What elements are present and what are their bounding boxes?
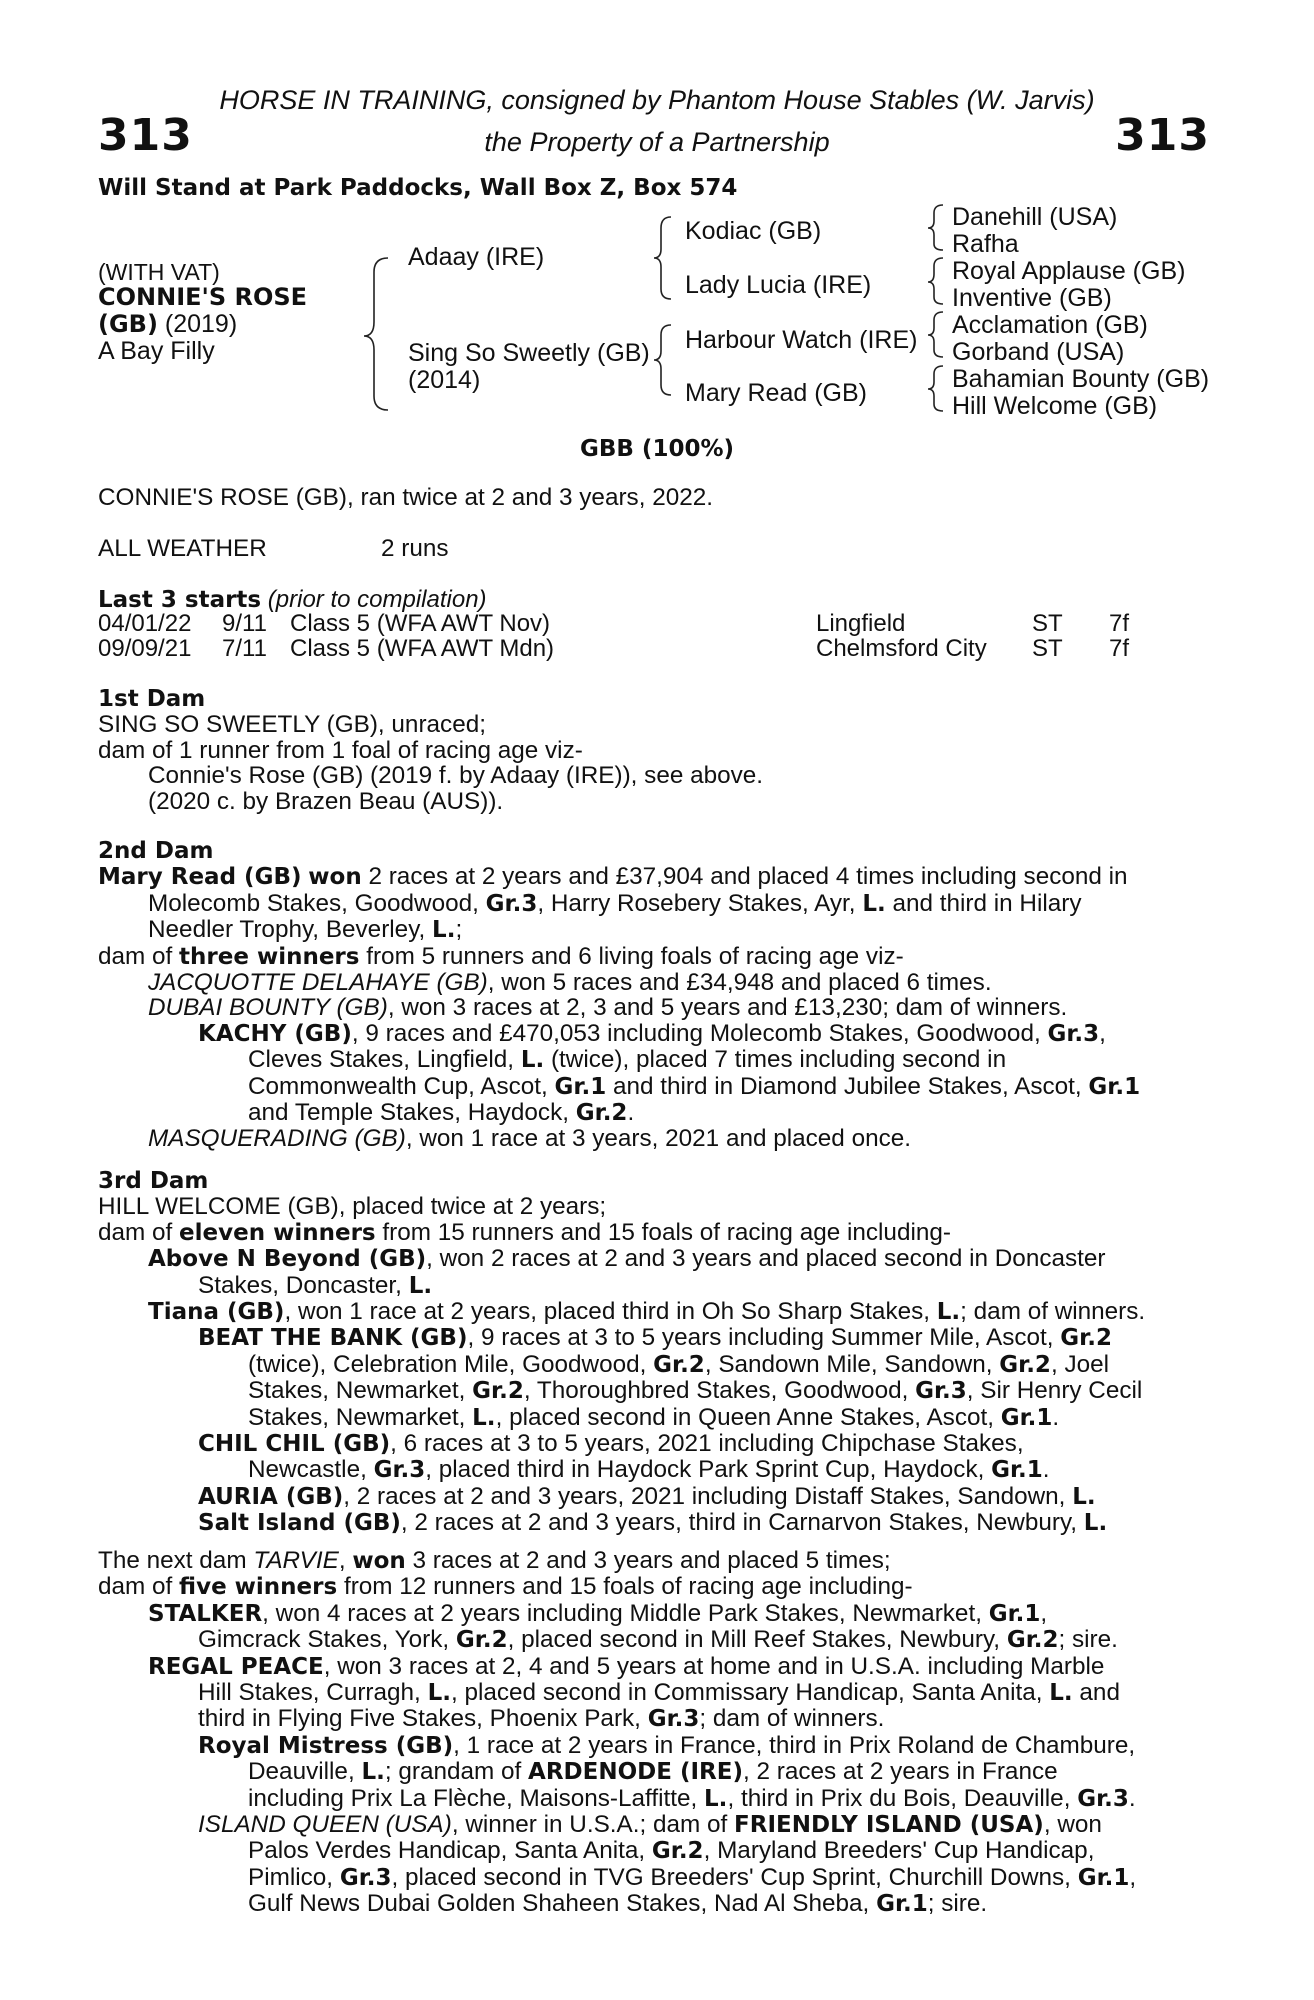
won-bold: won <box>308 864 362 891</box>
text-line <box>98 995 1194 1020</box>
text: , 2 races at 2 years in France <box>742 1758 1058 1786</box>
listed-bold: L. <box>1049 1680 1073 1707</box>
first-dam-section <box>98 686 1194 814</box>
text-line <box>98 1759 1194 1785</box>
text-line <box>98 1865 1194 1891</box>
text: Palos Verdes Handicap, Santa Anita, <box>248 1837 652 1865</box>
first-dam-line: dam of 1 runner from 1 foal of racing age viz- <box>98 736 583 764</box>
text: Gulf News Dubai Golden Shaheen Stakes, Nad Al Sheba, <box>248 1890 877 1918</box>
listed-bold: L. <box>1072 1483 1096 1510</box>
sire-name: Adaay (IRE) <box>408 243 545 271</box>
text-line <box>98 1074 1194 1100</box>
ownership-line: the Property of a Partnership <box>484 127 830 157</box>
text: Stakes, Newmarket, <box>248 1377 473 1405</box>
text: from 5 runners and 6 living foals of racing age viz- <box>359 942 904 970</box>
start-going: ST <box>1032 635 1063 663</box>
listed-bold: L. <box>936 1299 961 1326</box>
text: , Sandown Mile, Sandown, <box>704 1350 1000 1378</box>
text-line <box>98 1405 1194 1431</box>
dam-year: (2014) <box>408 366 481 394</box>
horse-description: A Bay Filly <box>98 337 215 365</box>
text: and third in Diamond Jubilee Stakes, Ascot, <box>606 1072 1089 1100</box>
listed-bold: L. <box>472 1404 496 1431</box>
grade-bold: Gr.3 <box>1077 1785 1129 1812</box>
grade-bold: Gr.3 <box>915 1378 967 1405</box>
start-race: Class 5 (WFA AWT Mdn) <box>290 635 555 663</box>
harbour-watch-brace <box>928 312 943 357</box>
listed-bold: L. <box>1083 1510 1108 1537</box>
start-course: Lingfield <box>816 610 906 637</box>
grade-bold: Gr.3 <box>1047 1020 1100 1047</box>
grade-bold: Gr.2 <box>651 1838 704 1865</box>
text-line <box>98 1100 1194 1126</box>
text-line: HILL WELCOME (GB), placed twice at 2 years; <box>98 1193 607 1221</box>
start-row <box>98 611 1198 636</box>
text: and <box>1072 1679 1120 1707</box>
text: , won 2 races at 2 and 3 years and placed second in Doncaster <box>426 1245 1106 1273</box>
grade-bold: Gr.2 <box>999 1351 1051 1378</box>
grade-bold: Gr.2 <box>1060 1325 1112 1352</box>
text: dam of <box>98 942 180 970</box>
text: Needler Trophy, Beverley, <box>148 916 433 944</box>
lot-number-right: 313 <box>1115 110 1210 161</box>
text: , won 1 race at 3 years, 2021 and placed once. <box>405 1125 912 1153</box>
race-record-summary: CONNIE'S ROSE (GB), ran twice at 2 and 3 years, 2022. <box>98 484 714 511</box>
text-line <box>98 1733 1194 1759</box>
dd-sire: Bahamian Bounty (GB) <box>952 365 1210 393</box>
kodiac-brace <box>928 205 943 250</box>
text: Cleves Stakes, Lingfield, <box>248 1046 521 1074</box>
text: , won 3 races at 2, 4 and 5 years at home and in U.S.A. including Marble <box>323 1652 1105 1680</box>
text-line <box>98 1601 1194 1627</box>
grade-bold: Gr.1 <box>1077 1864 1130 1891</box>
grade-bold: Gr.2 <box>1006 1627 1059 1654</box>
mary-read-brace <box>928 366 943 411</box>
winners-bold: eleven winners <box>179 1219 376 1246</box>
justified-line <box>98 891 1194 917</box>
text-line <box>98 1786 1194 1812</box>
sire-sire: Kodiac (GB) <box>685 217 822 245</box>
text-line <box>98 1352 1194 1378</box>
listed-bold: L. <box>427 1680 451 1707</box>
horse-name-bold: Salt Island (GB) <box>198 1510 401 1537</box>
text-line <box>98 1548 1194 1574</box>
third-dam-title: 3rd Dam <box>98 1168 209 1194</box>
text: Gimcrack Stakes, York, <box>198 1626 456 1654</box>
grade-bold: Gr.3 <box>485 890 538 917</box>
text: Commonwealth Cup, Ascot, <box>248 1072 555 1100</box>
text: , <box>338 1547 353 1574</box>
text: Stakes, Newmarket, <box>248 1403 473 1431</box>
listed-bold: L. <box>520 1047 545 1074</box>
text: dam of <box>98 1573 180 1601</box>
horse-name-bold: CHIL CHIL (GB) <box>198 1431 391 1458</box>
text <box>148 891 1082 917</box>
text: Molecomb Stakes, Goodwood, <box>148 889 486 917</box>
ds-dam: Gorband (USA) <box>952 338 1125 366</box>
stand-location: Will Stand at Park Paddocks, Wall Box Z, Box 574 <box>98 175 738 201</box>
horse-name-bold: Above N Beyond (GB) <box>148 1246 427 1273</box>
text-line <box>98 1457 1194 1483</box>
first-dam-line: SING SO SWEETLY (GB), unraced; <box>98 711 486 739</box>
horse-name-bold: Tiana (GB) <box>148 1299 285 1326</box>
text: ; grandam of <box>384 1758 529 1786</box>
text-line <box>98 1431 1194 1457</box>
grade-bold: Gr.1 <box>876 1891 928 1918</box>
text: third in Flying Five Stakes, Phoenix Park, <box>198 1705 648 1733</box>
horse-year: (2019) <box>157 310 238 338</box>
pedigree-rating: GBB (100%) <box>579 436 735 462</box>
text: , won 1 race at 2 years, placed third in Oh So Sharp Stakes, <box>284 1298 937 1326</box>
horse-name-bold: STALKER <box>148 1600 263 1627</box>
text: , Maryland Breeders' Cup Handicap, <box>703 1837 1095 1865</box>
dam-sire: Harbour Watch (IRE) <box>685 326 918 354</box>
text: Newcastle, <box>248 1456 374 1484</box>
text: , placed third in Haydock Park Sprint Cup, Haydock, <box>425 1456 992 1484</box>
start-distance: 7f <box>1109 610 1130 637</box>
lady-lucia-brace <box>928 258 943 304</box>
grade-bold: Gr.1 <box>1088 1073 1141 1100</box>
horse-name-italic: ISLAND QUEEN (USA) <box>198 1811 452 1839</box>
grade-bold: Gr.2 <box>575 1100 628 1127</box>
listed-bold: L. <box>408 1272 433 1299</box>
listed-bold: L. <box>862 890 886 917</box>
horse-name-italic: TARVIE <box>253 1547 339 1574</box>
winners-bold: three winners <box>179 943 360 970</box>
starts-table <box>98 611 1198 662</box>
text: , 2 races at 2 and 3 years, 2021 including Distaff Stakes, Sandown, <box>343 1482 1073 1510</box>
text: 2 races at 2 years and £37,904 and placed 4 times including second in <box>361 863 1128 891</box>
dam-name: Sing So Sweetly (GB) <box>408 339 650 367</box>
consignment-line: HORSE IN TRAINING, consigned by Phantom House Stables (W. Jarvis) <box>219 85 1095 115</box>
start-position: 7/11 <box>222 635 267 663</box>
horse-name-bold: AURIA (GB) <box>198 1483 344 1510</box>
start-course: Chelmsford City <box>816 635 987 663</box>
text-line <box>98 1654 1194 1680</box>
text: and Temple Stakes, Haydock, <box>248 1099 576 1127</box>
text-line <box>98 1246 1194 1272</box>
grade-bold: Gr.2 <box>472 1378 524 1405</box>
sire-parents-brace <box>654 217 671 299</box>
horse-name-bold: REGAL PEACE <box>148 1653 324 1680</box>
start-race: Class 5 (WFA AWT Nov) <box>290 610 551 637</box>
horse-name-bold: KACHY (GB) <box>198 1020 352 1047</box>
dd-dam: Hill Welcome (GB) <box>952 392 1158 420</box>
text: . <box>1128 1784 1136 1812</box>
last-starts-note: (prior to compilation) <box>261 586 487 613</box>
text: , won 5 races and £34,948 and placed 6 times. <box>487 969 992 997</box>
text-line <box>98 1627 1194 1653</box>
text: , won <box>1043 1811 1102 1839</box>
text-line <box>98 1299 1194 1325</box>
second-dam-title: 2nd Dam <box>98 838 214 864</box>
grade-bold: Gr.1 <box>554 1073 607 1100</box>
text: , placed second in TVG Breeders' Cup Sprint, Churchill Downs, <box>391 1863 1078 1891</box>
next-dam-section <box>98 1548 1194 1918</box>
text: , placed second in Commissary Handicap, Santa Anita, <box>450 1679 1050 1707</box>
ss-dam: Rafha <box>952 230 1019 258</box>
start-date: 04/01/22 <box>98 610 192 637</box>
text-line <box>98 1510 1194 1536</box>
text: ; <box>455 916 463 944</box>
sire-dam: Lady Lucia (IRE) <box>685 271 872 299</box>
horse-name-bold: ARDENODE (IRE) <box>528 1759 743 1786</box>
text: dam of <box>98 1218 180 1246</box>
text: , Joel <box>1050 1350 1110 1378</box>
horse-name-bold: BEAT THE BANK (GB) <box>198 1325 468 1352</box>
mary-read-line <box>98 864 1194 890</box>
text: , 9 races at 3 to 5 years including Summer Mile, Ascot, <box>467 1324 1061 1352</box>
text-line <box>98 1706 1194 1732</box>
grade-bold: Gr.3 <box>339 1864 392 1891</box>
text: . <box>1042 1456 1050 1484</box>
horse-name-bold: Royal Mistress (GB) <box>198 1732 454 1759</box>
winners-bold: five winners <box>179 1574 338 1601</box>
text: , placed second in Queen Anne Stakes, Ascot, <box>495 1403 1001 1431</box>
text: Deauville, <box>248 1758 362 1786</box>
text-line <box>98 1021 1194 1047</box>
last-starts-title: Last 3 starts <box>98 587 262 613</box>
grade-bold: Gr.3 <box>373 1457 426 1484</box>
text: . <box>627 1099 635 1127</box>
text: from 12 runners and 15 foals of racing age including- <box>337 1573 913 1601</box>
start-date: 09/09/21 <box>98 635 192 663</box>
text: , 9 races and £470,053 including Molecomb Stakes, Goodwood, <box>351 1019 1048 1047</box>
text: , <box>1040 1599 1048 1627</box>
ss-sire: Danehill (USA) <box>952 203 1118 231</box>
text-line <box>98 1680 1194 1706</box>
second-dam-section <box>98 838 1194 1152</box>
first-dam-title: 1st Dam <box>98 686 206 712</box>
grade-bold: Gr.1 <box>988 1600 1041 1627</box>
text: , Sir Henry Cecil <box>966 1377 1143 1405</box>
sire-dam-brace <box>364 258 388 410</box>
text: , <box>1099 1019 1106 1047</box>
grade-bold: Gr.1 <box>1000 1404 1053 1431</box>
text-line <box>98 944 1194 970</box>
text: ; dam of winners. <box>960 1298 1146 1326</box>
text: and third in Hilary <box>885 889 1082 917</box>
horse-name-italic: JACQUOTTE DELAHAYE (GB) <box>148 969 488 997</box>
first-dam-progeny: (2020 c. by Brazen Beau (AUS)). <box>148 787 504 815</box>
text: ; sire. <box>1058 1626 1118 1654</box>
text: , winner in U.S.A.; dam of <box>451 1811 735 1839</box>
horse-name-bold: Mary Read (GB) <box>98 864 302 891</box>
text-line <box>98 1812 1194 1838</box>
listed-bold: L. <box>704 1785 728 1812</box>
vat-note: (WITH VAT) <box>98 259 220 285</box>
ds-sire: Acclamation (GB) <box>952 311 1148 339</box>
surface-runs: 2 runs <box>381 535 449 562</box>
text: , placed second in Mill Reef Stakes, Newbury, <box>507 1626 1007 1654</box>
text-line <box>98 1220 1194 1246</box>
text-line <box>98 1325 1194 1351</box>
text-line <box>98 1378 1194 1404</box>
first-dam-progeny: Connie's Rose (GB) (2019 f. by Adaay (IRE)), see above. <box>148 762 764 790</box>
text: (twice), Celebration Mile, Goodwood, <box>248 1350 654 1378</box>
horse-origin: (GB) <box>98 310 158 338</box>
text-line <box>98 1891 1194 1917</box>
text: including Prix La Flèche, Maisons-Laffitte, <box>248 1784 705 1812</box>
text: The next dam <box>98 1547 254 1574</box>
text: , third in Prix du Bois, Deauville, <box>727 1784 1078 1812</box>
text: , won 3 races at 2, 3 and 5 years and £13,230; dam of winners. <box>387 994 1068 1022</box>
grade-bold: Gr.2 <box>455 1627 508 1654</box>
text-line <box>98 917 1194 943</box>
horse-name-bold: FRIENDLY ISLAND (USA) <box>734 1812 1044 1839</box>
start-row <box>98 636 1198 661</box>
text: from 15 runners and 15 foals of racing age including- <box>375 1218 951 1246</box>
text: Hill Stakes, Curragh, <box>198 1679 428 1707</box>
text: Stakes, Doncaster, <box>198 1271 409 1299</box>
text-line <box>98 1838 1194 1864</box>
text-line <box>98 1273 1194 1299</box>
third-dam-section <box>98 1168 1194 1537</box>
text-line <box>98 1047 1194 1073</box>
text-line <box>98 1126 1194 1151</box>
text: ; dam of winners. <box>699 1705 885 1733</box>
horse-name-italic: DUBAI BOUNTY (GB) <box>148 994 388 1022</box>
start-position: 9/11 <box>222 610 267 637</box>
sd-sire: Royal Applause (GB) <box>952 257 1186 285</box>
text: , Thoroughbred Stakes, Goodwood, <box>523 1377 916 1405</box>
text: , 1 race at 2 years in France, third in Prix Roland de Chambure, <box>453 1731 1136 1759</box>
listed-bold: L. <box>432 917 456 944</box>
surface-label: ALL WEATHER <box>98 535 267 562</box>
text: , <box>1129 1863 1137 1891</box>
text-line <box>98 970 1194 995</box>
text: ; sire. <box>927 1890 988 1918</box>
text: , 2 races at 2 and 3 years, third in Carnarvon Stakes, Newbury, <box>400 1509 1084 1537</box>
grade-bold: Gr.2 <box>653 1351 705 1378</box>
text-line <box>98 1574 1194 1600</box>
text: 3 races at 2 and 3 years and placed 5 times; <box>405 1547 891 1574</box>
text: , 6 races at 3 to 5 years, 2021 including Chipchase Stakes, <box>390 1430 1024 1458</box>
text: , Harry Rosebery Stakes, Ayr, <box>537 889 863 917</box>
dam-dam: Mary Read (GB) <box>685 379 867 407</box>
text: . <box>1052 1403 1060 1431</box>
text: (twice), placed 7 times including second in <box>544 1046 1007 1074</box>
lot-number-left: 313 <box>98 110 193 161</box>
sd-dam: Inventive (GB) <box>952 284 1112 312</box>
dam-parents-brace <box>654 325 671 395</box>
text-line <box>98 1484 1194 1510</box>
won-bold: won <box>352 1548 406 1574</box>
start-going: ST <box>1032 610 1063 637</box>
grade-bold: Gr.1 <box>991 1457 1043 1484</box>
listed-bold: L. <box>361 1759 385 1786</box>
horse-name-italic: MASQUERADING (GB) <box>148 1125 406 1153</box>
horse-name: CONNIE'S ROSE <box>98 283 308 311</box>
grade-bold: Gr.3 <box>647 1706 700 1733</box>
start-distance: 7f <box>1109 635 1130 663</box>
text: , won 4 races at 2 years including Middle Park Stakes, Newmarket, <box>262 1599 989 1627</box>
text: Pimlico, <box>248 1863 340 1891</box>
